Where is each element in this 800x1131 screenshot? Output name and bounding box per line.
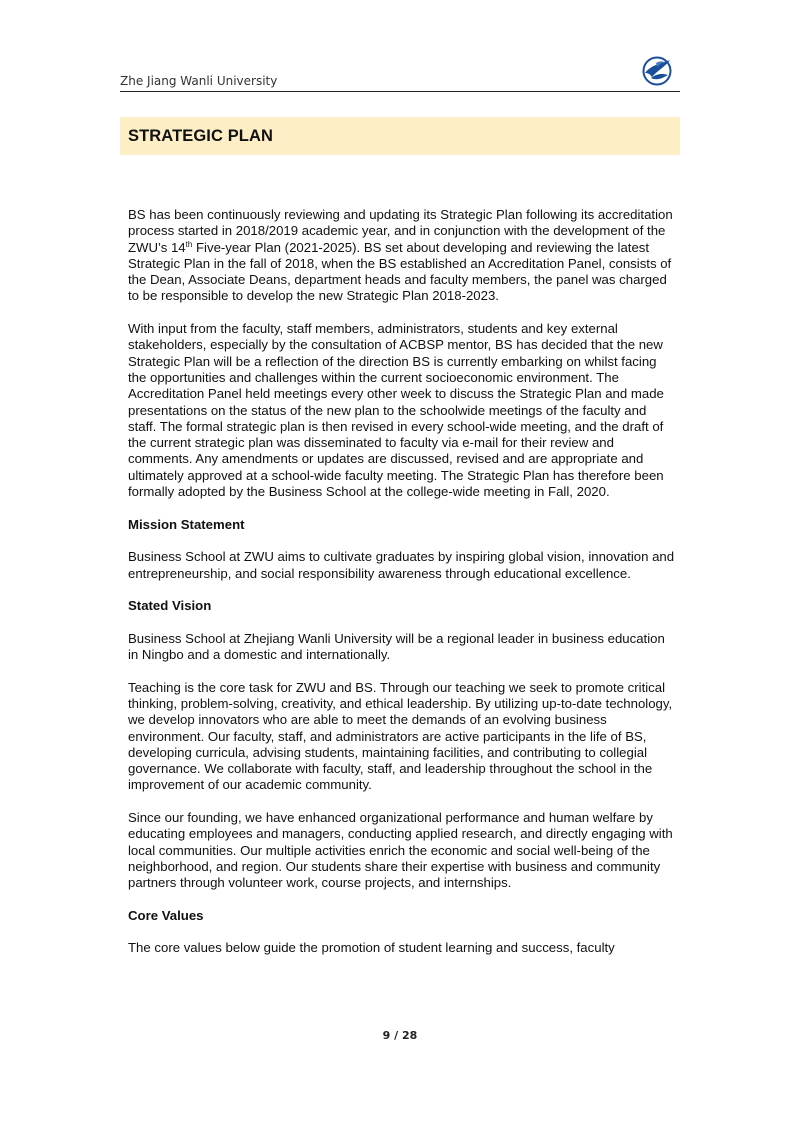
intro-paragraph-1-text-b: Five-year Plan (2021-2025). BS set about developing and reviewing the latest Strategic Plan in the fall of 2018, when the BS established an Accreditation Panel, consists of the Dean, Associate Deans, department heads and faculty members, the panel was charged to be responsible to develop the new Strategic Plan 2018-2023. (128, 239, 672, 304)
mission-text: Business School at ZWU aims to cultivate graduates by inspiring global vision, innovation and entrepreneurship, and social responsibility awareness through educational excellence. (128, 549, 675, 581)
core-values-text: The core values below guide the promotion of student learning and success, faculty (128, 940, 615, 956)
intro-paragraph-1-text-a: BS has been continuously reviewing and updating its Strategic Plan following its accreditation process started in 2018/2019 academic year, and in conjunction with the development of the ZWU’s 14 (128, 207, 673, 255)
ordinal-superscript: th (185, 239, 193, 249)
page-header (120, 55, 680, 92)
page-number: 9 / 28 (382, 1029, 418, 1042)
core-values-heading: Core Values (128, 907, 204, 923)
intro-paragraph-1 (128, 207, 676, 305)
section-title: STRATEGIC PLAN (128, 127, 274, 145)
section-title-band (120, 117, 680, 155)
intro-paragraph-2: With input from the faculty, staff members, administrators, students and key external stakeholders, especially by the consultation of ACBSP mentor, BS has decided that the new Strategic Plan will be a reflection of the direction BS is currently embarking on whilst facing the opportunities and challenges within the current socioeconomic environment. The Accreditation Panel held meetings every other week to discuss the Strategic Plan and made presentations on the status of the new plan to the schoolwide meetings of the faculty and staff. The formal strategic plan is then revised in every school-wide meeting, and the draft of the current strategic plan was disseminated to faculty via e-mail for their review and comments. Any amendments or updates are discussed, revised and are appropriate and ultimately approved at a school-wide faculty meeting. The Strategic Plan has therefore been formally adopted by the Business School at the college-wide meeting in Fall, 2020. (128, 321, 664, 500)
university-logo-icon (640, 55, 674, 87)
founding-paragraph: Since our founding, we have enhanced organizational performance and human welfare by educating employees and managers, conducting applied research, and directly engaging with local communities. Our multiple activities enrich the economic and social well-being of the neighborhood, and region. Our students share their expertise with business and community partners through volunteer work, course projects, and internships. (128, 809, 673, 891)
vision-text: Business School at Zhejiang Wanli University will be a regional leader in business education in Ningbo and a domestic and internationally. (128, 630, 665, 663)
main-content (128, 207, 676, 973)
header-institution-name: Zhe Jiang Wanli University (120, 74, 278, 88)
mission-heading: Mission Statement (128, 516, 245, 532)
vision-heading: Stated Vision (128, 598, 212, 614)
teaching-paragraph: Teaching is the core task for ZWU and BS. Through our teaching we seek to promote critical thinking, problem-solving, creativity, and ethical leadership. By utilizing up-to-date technology, we develop innovators who are able to meet the demands of an evolving business environment. Our faculty, staff, and administrators are active participants in the life of BS, developing curricula, advising students, maintaining facilities, and contributing to collegial governance. We collaborate with faculty, staff, and leadership throughout the school in the improvement of our academic community. (128, 679, 673, 793)
